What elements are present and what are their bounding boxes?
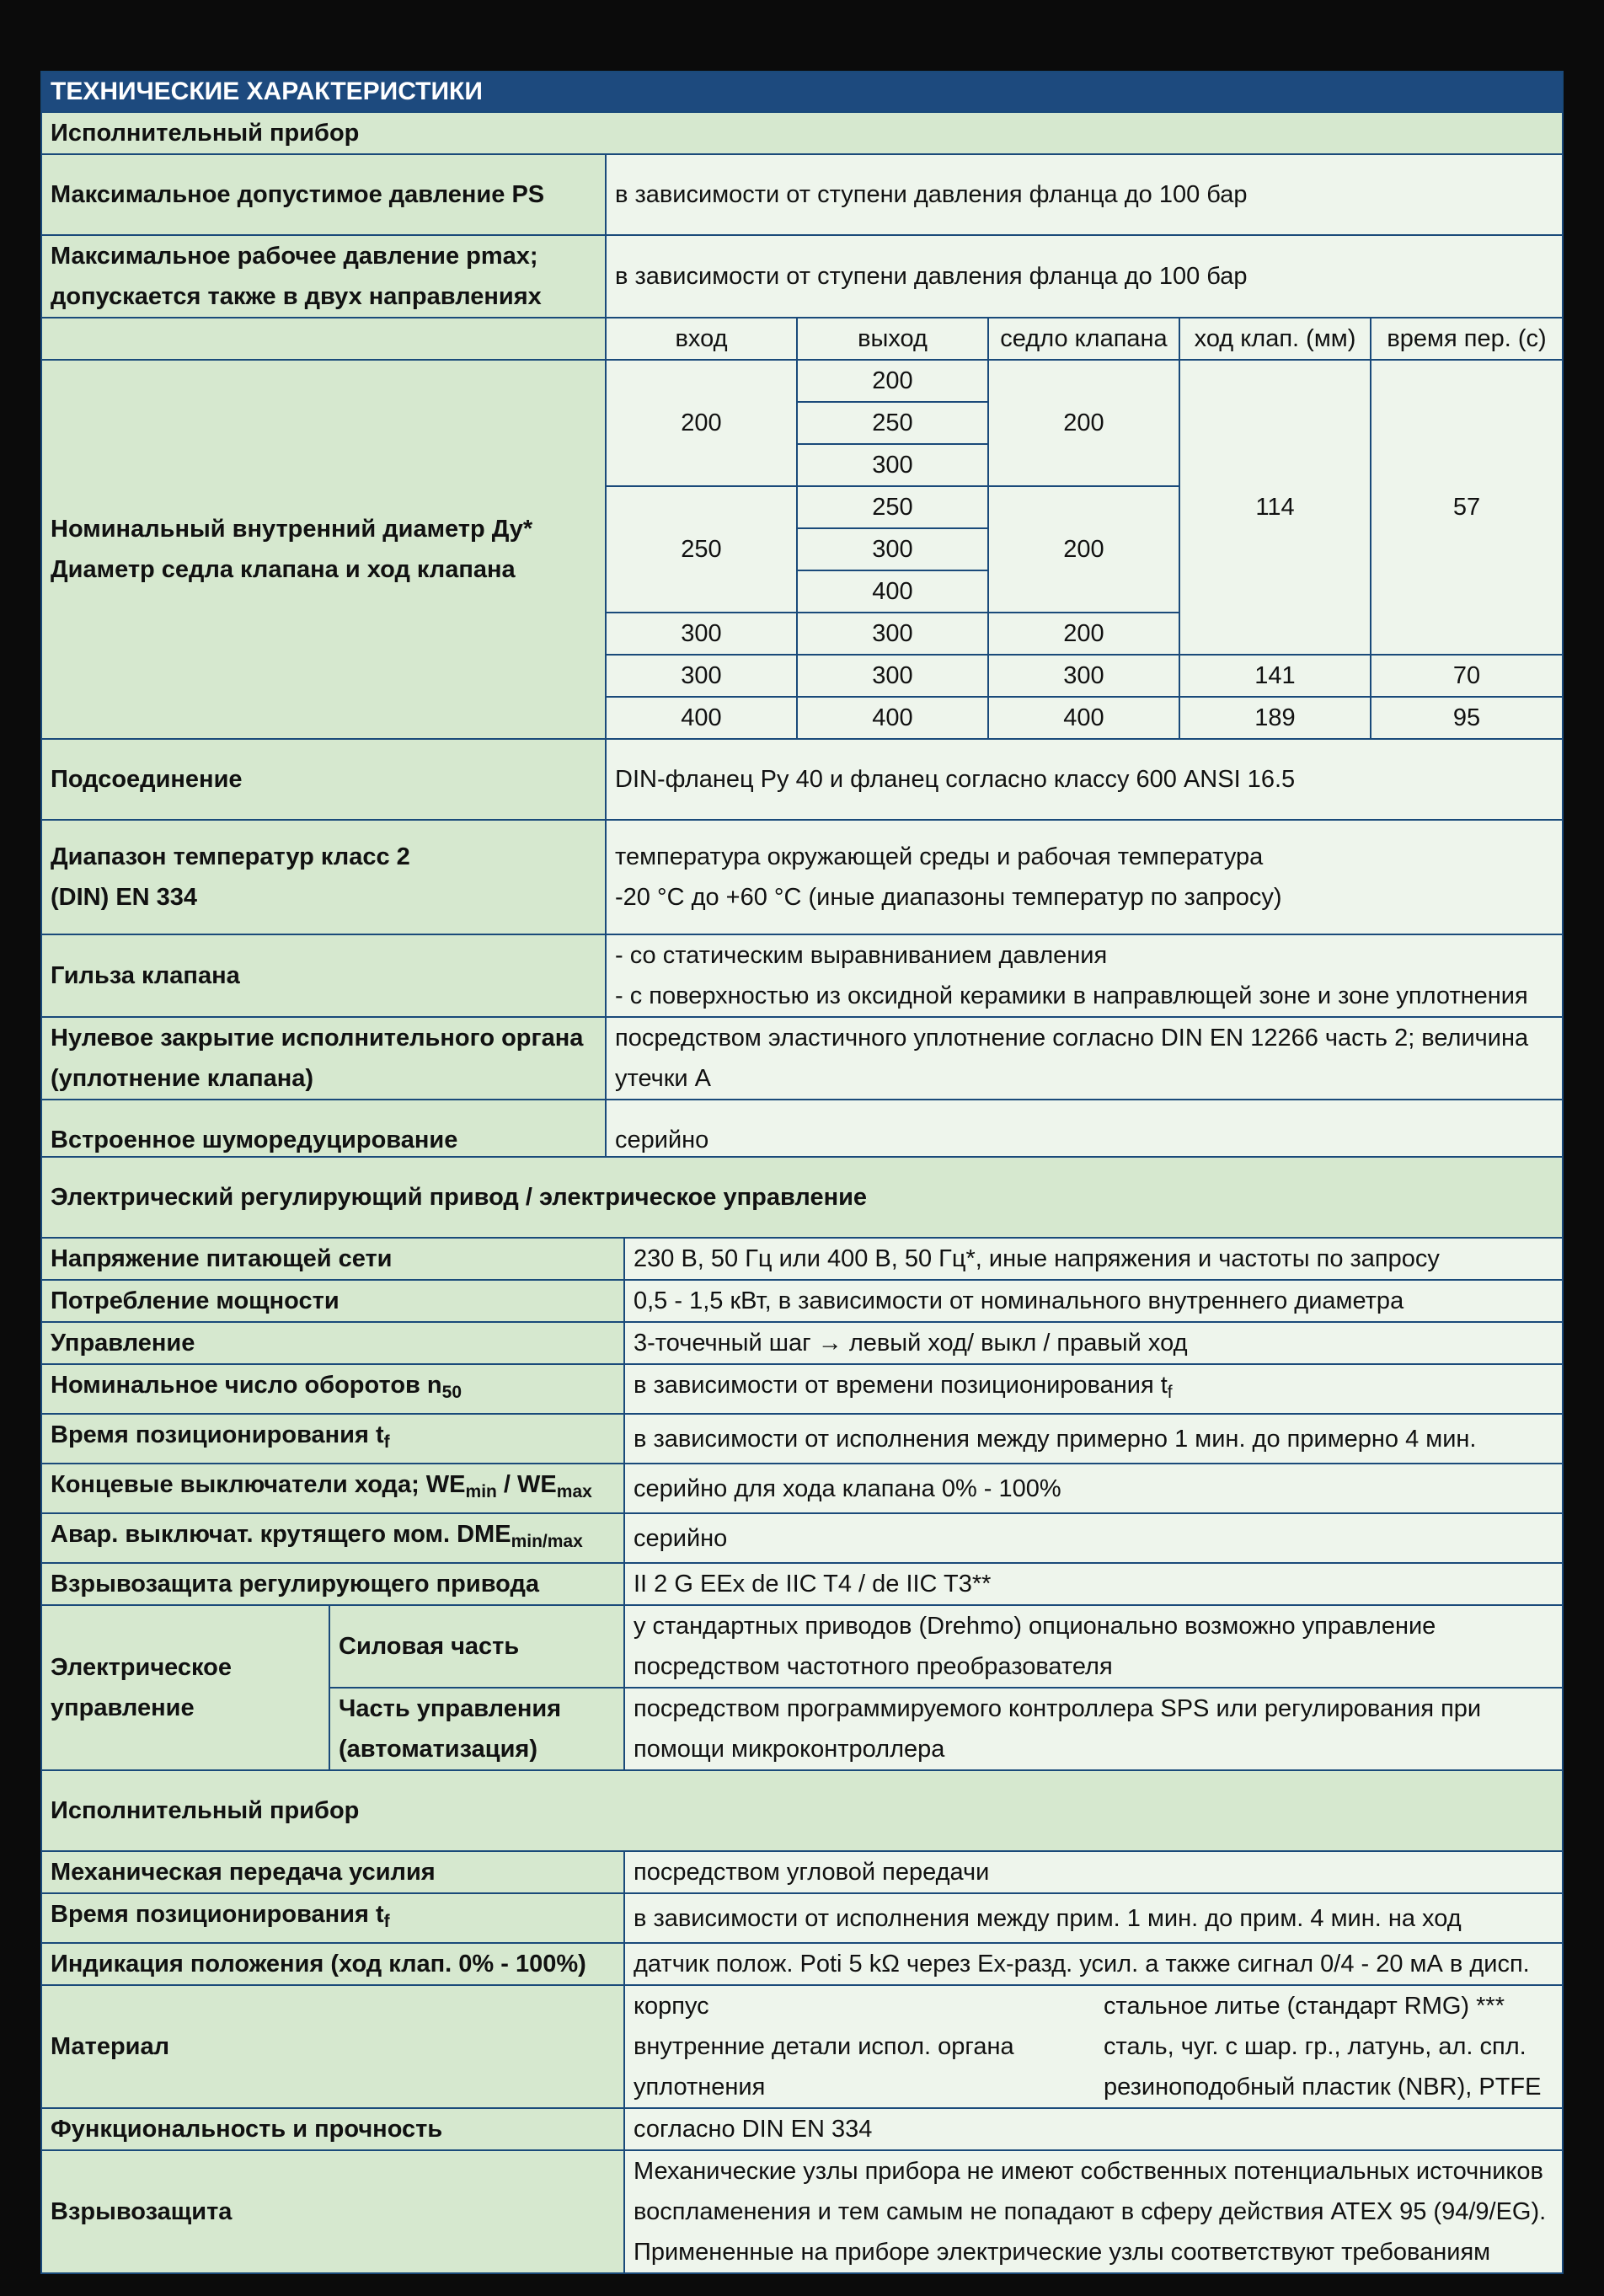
section-header: Исполнительный прибор: [41, 1770, 1563, 1851]
col-header-stroke: ход клап. (мм): [1179, 318, 1371, 360]
dn-seat: 200: [988, 613, 1179, 655]
spec-table-actuator: [40, 71, 1564, 1181]
label-text: Концевые выключатели хода; WE: [51, 1471, 466, 1498]
value-line: - со статическим выравниванием давления: [615, 942, 1108, 969]
row-label: Материал: [41, 1985, 624, 2108]
material-item: [634, 1986, 1553, 2026]
row-label: Гильза клапана: [41, 934, 606, 1017]
row-value: [624, 1364, 1563, 1414]
value-text: в зависимости от времени позиционирования t: [634, 1372, 1168, 1399]
value-line: посредством частотного преобразователя: [634, 1653, 1113, 1680]
dn-inlet: 400: [606, 697, 797, 739]
dn-seat: 200: [988, 486, 1179, 613]
value-line: воспламенения и тем самым не попадают в сферу действия ATEX 95 (94/9/EG).: [634, 2198, 1547, 2225]
empty-cell: [41, 318, 606, 360]
row-value: в зависимости от ступени давления фланца до 100 бар: [606, 154, 1563, 235]
material-value: резиноподобный пластик (NBR), PTFE: [1104, 2074, 1542, 2101]
label-line: допускается также в двух направлениях: [51, 283, 542, 310]
sub-label: Силовая часть: [329, 1605, 624, 1688]
row-value: [624, 1688, 1563, 1770]
row-label: [41, 1364, 624, 1414]
row-value: [606, 1017, 1563, 1100]
label-line: Диаметр седла клапана и ход клапана: [51, 556, 516, 583]
row-label: [41, 1513, 624, 1563]
label-line: Диапазон температур класс 2: [51, 843, 410, 870]
row-label: Управление: [41, 1322, 624, 1364]
label-text: Авар. выключат. крутящего мом. DME: [51, 1521, 511, 1548]
row-value: [606, 934, 1563, 1017]
dn-outlet: 300: [797, 655, 988, 697]
value-line: Механические узлы прибора не имеют собственных потенциальных источников: [634, 2158, 1543, 2185]
row-value: согласно DIN EN 334: [624, 2108, 1563, 2150]
value-line: - с поверхностью из оксидной керамики в направлющей зоне и зоне уплотнения: [615, 982, 1528, 1009]
row-value: 3-точечный шаг → левый ход/ выкл / правый ход: [624, 1322, 1563, 1364]
label-subscript: 50: [441, 1383, 462, 1402]
dn-outlet: 400: [797, 570, 988, 613]
row-label: Потребление мощности: [41, 1280, 624, 1322]
value-line: температура окружающей среды и рабочая температура: [615, 843, 1264, 870]
row-value: в зависимости от ступени давления фланца до 100 бар: [606, 235, 1563, 318]
value-line: посредством программируемого контроллера SPS или регулирования при: [634, 1695, 1482, 1722]
dn-inlet: 300: [606, 655, 797, 697]
label-line: Максимальное рабочее давление pmax;: [51, 243, 538, 270]
material-list: [624, 1985, 1563, 2108]
dn-time: 70: [1371, 655, 1563, 697]
row-label: Индикация положения (ход клап. 0% - 100%): [41, 1943, 624, 1985]
dn-stroke: 189: [1179, 697, 1371, 739]
row-label: [41, 1893, 624, 1943]
dn-inlet: 200: [606, 360, 797, 486]
label-subscript: f: [383, 1912, 390, 1931]
dn-stroke: 114: [1179, 360, 1371, 655]
label-line: Электрическое: [51, 1654, 233, 1681]
material-part: уплотнения: [634, 2074, 766, 2101]
label-text: Время позиционирования t: [51, 1901, 384, 1928]
row-value: [624, 2150, 1563, 2273]
row-label: [41, 1464, 624, 1513]
dn-outlet: 400: [797, 697, 988, 739]
row-label: Механическая передача усилия: [41, 1851, 624, 1893]
dn-inlet: 250: [606, 486, 797, 613]
col-header-seat: седло клапана: [988, 318, 1179, 360]
row-value: DIN-фланец Ру 40 и фланец согласно классу 600 ANSI 16.5: [606, 739, 1563, 820]
value-line: у стандартных приводов (Drehmo) опционально возможно управление: [634, 1613, 1436, 1640]
label-line: Номинальный внутренний диаметр Ду*: [51, 516, 533, 543]
dn-outlet: 250: [797, 402, 988, 444]
table-title: ТЕХНИЧЕСКИЕ ХАРАКТЕРИСТИКИ: [41, 72, 1563, 112]
dn-seat: 200: [988, 360, 1179, 486]
section-header: Электрический регулирующий привод / электрическое управление: [41, 1157, 1563, 1238]
value-line: помощи микроконтроллера: [634, 1736, 945, 1763]
material-value: стальное литье (стандарт RMG) ***: [1104, 1993, 1505, 2020]
row-label: [41, 820, 606, 934]
row-label: [41, 360, 606, 739]
label-subscript: min: [465, 1482, 497, 1501]
label-line: Нулевое закрытие исполнительного органа: [51, 1025, 584, 1052]
row-label: Функциональность и прочность: [41, 2108, 624, 2150]
spec-table-electric-drive: [40, 1156, 1564, 2274]
label-text: Время позиционирования t: [51, 1421, 384, 1448]
row-label: Подсоединение: [41, 739, 606, 820]
col-header-outlet: выход: [797, 318, 988, 360]
material-part: внутренние детали испол. органа: [634, 2033, 1014, 2060]
row-value: [624, 1605, 1563, 1688]
sub-label: [329, 1688, 624, 1770]
row-value: серийно для хода клапана 0% - 100%: [624, 1464, 1563, 1513]
row-label: [41, 1605, 329, 1770]
row-value: серийно: [624, 1513, 1563, 1563]
col-header-time: время пер. (с): [1371, 318, 1563, 360]
dn-inlet: 300: [606, 613, 797, 655]
dn-outlet: 300: [797, 444, 988, 486]
row-label: Встроенное шуморедуцирование: [41, 1100, 606, 1180]
row-value: датчик полож. Poti 5 kΩ через Ex-разд. усил. а также сигнал 0/4 - 20 мА в дисп.: [624, 1943, 1563, 1985]
dn-outlet: 200: [797, 360, 988, 402]
row-label: Взрывозащита регулирующего привода: [41, 1563, 624, 1605]
material-part: корпус: [634, 1993, 709, 2020]
value-subscript: f: [1167, 1383, 1173, 1402]
value-line: посредством эластичного уплотнение согласно DIN EN 12266 часть 2; величина: [615, 1025, 1529, 1052]
label-line: (уплотнение клапана): [51, 1065, 314, 1092]
dn-stroke: 141: [1179, 655, 1371, 697]
row-value: в зависимости от исполнения между примерно 1 мин. до примерно 4 мин.: [624, 1414, 1563, 1464]
dn-time: 57: [1371, 360, 1563, 655]
label-subscript: min/max: [511, 1532, 583, 1551]
label-line: Часть управления: [339, 1695, 562, 1722]
value-line: Примененные на приборе электрические узлы соответствуют требованиям: [634, 2239, 1491, 2266]
label-text: Номинальное число оборотов n: [51, 1372, 442, 1399]
label-line: (автоматизация): [339, 1736, 538, 1763]
row-label: Взрывозащита: [41, 2150, 624, 2273]
label-line: (DIN) EN 334: [51, 884, 198, 911]
row-label: [41, 1017, 606, 1100]
dn-seat: 300: [988, 655, 1179, 697]
row-value: 0,5 - 1,5 кВт, в зависимости от номинального внутреннего диаметра: [624, 1280, 1563, 1322]
material-item: [634, 2026, 1553, 2067]
row-value: 230 В, 50 Гц или 400 В, 50 Гц*, иные напряжения и частоты по запросу: [624, 1238, 1563, 1280]
dn-seat: 400: [988, 697, 1179, 739]
label-line: управление: [51, 1694, 195, 1721]
row-value: в зависимости от исполнения между прим. 1 мин. до прим. 4 мин. на ход: [624, 1893, 1563, 1943]
value-line: утечки А: [615, 1065, 712, 1092]
row-value: посредством угловой передачи: [624, 1851, 1563, 1893]
col-header-inlet: вход: [606, 318, 797, 360]
material-value: сталь, чуг. с шар. гр., латунь, ал. спл.: [1104, 2033, 1526, 2060]
material-item: [634, 2067, 1553, 2107]
row-label: Максимальное допустимое давление PS: [41, 154, 606, 235]
section-header: Исполнительный прибор: [41, 112, 1563, 154]
value-line: -20 °C до +60 °C (иные диапазоны температур по запросу): [615, 884, 1282, 911]
dn-outlet: 250: [797, 486, 988, 528]
dn-outlet: 300: [797, 613, 988, 655]
row-value: II 2 G EEx de IIC T4 / de IIC T3**: [624, 1563, 1563, 1605]
label-subscript: max: [556, 1482, 592, 1501]
row-value: серийно: [606, 1100, 1563, 1180]
row-label: [41, 235, 606, 318]
dn-outlet: 300: [797, 528, 988, 570]
row-label: Напряжение питающей сети: [41, 1238, 624, 1280]
dn-time: 95: [1371, 697, 1563, 739]
label-text: / WE: [496, 1471, 557, 1498]
label-subscript: f: [383, 1432, 390, 1452]
row-label: [41, 1414, 624, 1464]
row-value: [606, 820, 1563, 934]
